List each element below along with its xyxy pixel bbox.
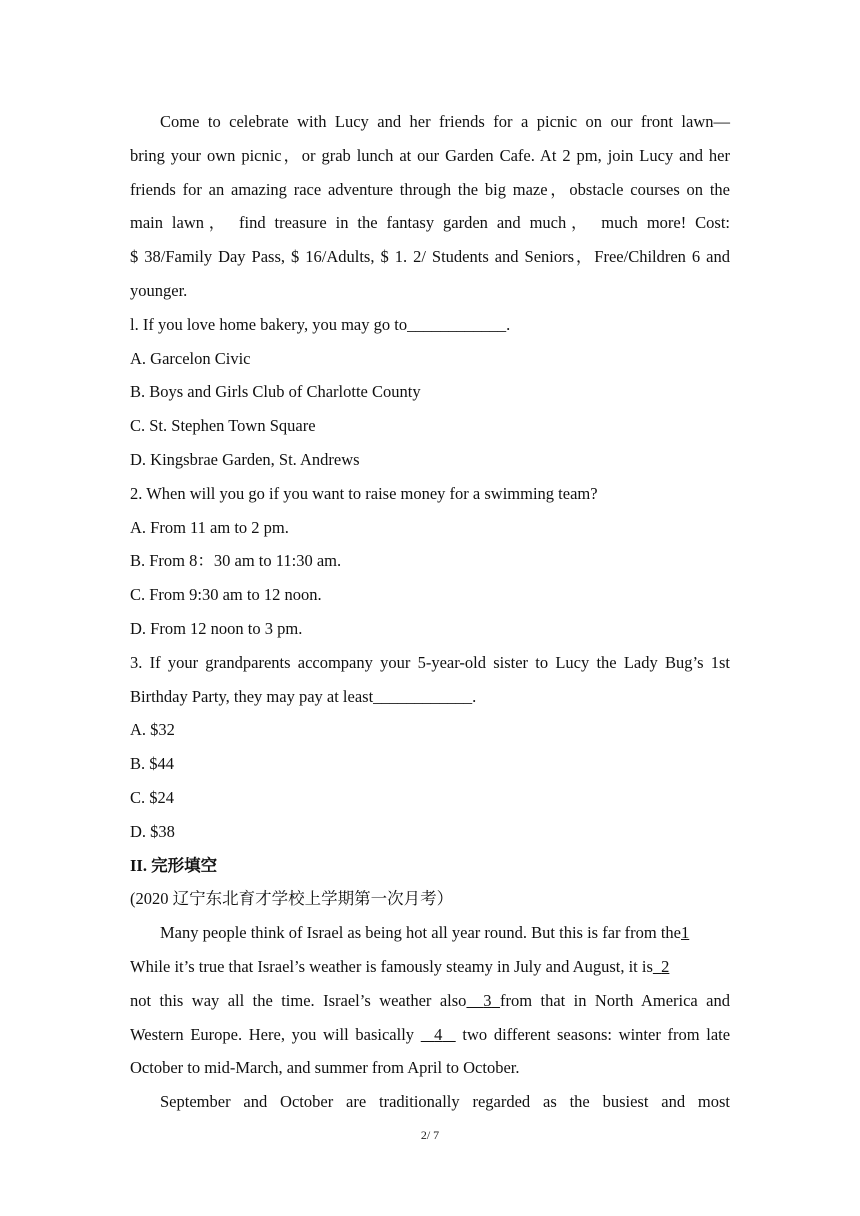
question-1-option-a: A. Garcelon Civic	[130, 348, 251, 368]
question-1-option-b: B. Boys and Girls Club of Charlotte County	[130, 382, 421, 402]
section-heading: II. 完形填空	[130, 855, 218, 875]
passage-line: bring your own picnic，or grab lunch at our Garden Cafe. At 2 pm, join Lucy and her	[130, 145, 730, 165]
question-3-option-b: B. $44	[130, 754, 175, 774]
question-2-option-d: D. From 12 noon to 3 pm.	[130, 618, 303, 638]
cloze-line: October to mid-March, and summer from April to October.	[130, 1058, 520, 1078]
question-2-stem: 2. When will you go if you want to raise money for a swimming team?	[130, 483, 598, 503]
cloze-blank-1: 1	[681, 923, 690, 943]
cloze-line	[130, 916, 730, 950]
cloze-line	[130, 984, 730, 1018]
cloze-blank-4	[421, 1025, 456, 1044]
page-number: 2/ 7	[420, 1128, 440, 1142]
cloze-blank-4-number: 4	[434, 1024, 443, 1044]
cloze-text: two different seasons: winter from late	[462, 1024, 731, 1044]
question-2-option-a: A. From 11 am to 2 pm.	[130, 517, 289, 537]
cloze-line	[130, 950, 730, 984]
passage-line: Come to celebrate with Lucy and her friends for a picnic on our front lawn—	[160, 112, 730, 131]
cloze-text: Many people think of Israel as being hot all year round. But this is far from the	[160, 923, 681, 943]
section-source: (2020 辽宁东北育才学校上学期第一次月考）	[130, 889, 454, 909]
cloze-line	[130, 1018, 730, 1052]
question-2-option-b: B. From 8：30 am to 11:30 am.	[130, 551, 342, 571]
passage-line: $ 38/Family Day Pass, $ 16/Adults, $ 1. 2/ Students and Seniors，Free/Children 6 and	[130, 247, 730, 267]
passage-line: younger.	[130, 280, 188, 300]
question-1-stem: l. If you love home bakery, you may go to____________.	[130, 314, 511, 334]
question-3-option-d: D. $38	[130, 821, 175, 841]
cloze-blank-3	[466, 991, 500, 1010]
passage-line: friends for an amazing race adventure through the big maze，obstacle courses on the	[130, 179, 730, 199]
question-1-option-d: D. Kingsbrae Garden, St. Andrews	[130, 449, 360, 469]
passage-line: main lawn， find treasure in the fantasy garden and much， much more! Cost:	[130, 213, 730, 233]
question-2-option-c: C. From 9:30 am to 12 noon.	[130, 585, 322, 605]
cloze-text: not this way all the time. Israel’s weather also	[130, 990, 467, 1010]
cloze-text: Western Europe. Here, you will basically	[130, 1024, 415, 1044]
cloze-blank-2	[653, 957, 670, 976]
question-3-stem: Birthday Party, they may pay at least____________.	[130, 686, 477, 706]
cloze-blank-3-number: 3	[483, 990, 492, 1010]
question-1-option-c: C. St. Stephen Town Square	[130, 416, 316, 436]
question-3-option-c: C. $24	[130, 787, 175, 807]
cloze-text: from that in North America and	[499, 990, 731, 1010]
question-3-option-a: A. $32	[130, 720, 175, 740]
document-body	[130, 105, 730, 1119]
cloze-line: September and October are traditionally regarded as the busiest and most	[160, 1092, 730, 1112]
cloze-blank-2-number: 2	[661, 956, 670, 976]
cloze-text: While it’s true that Israel’s weather is famously steamy in July and August, it is	[130, 956, 653, 976]
question-3-stem: 3. If your grandparents accompany your 5-year-old sister to Lucy the Lady Bug’s 1st	[130, 652, 730, 672]
